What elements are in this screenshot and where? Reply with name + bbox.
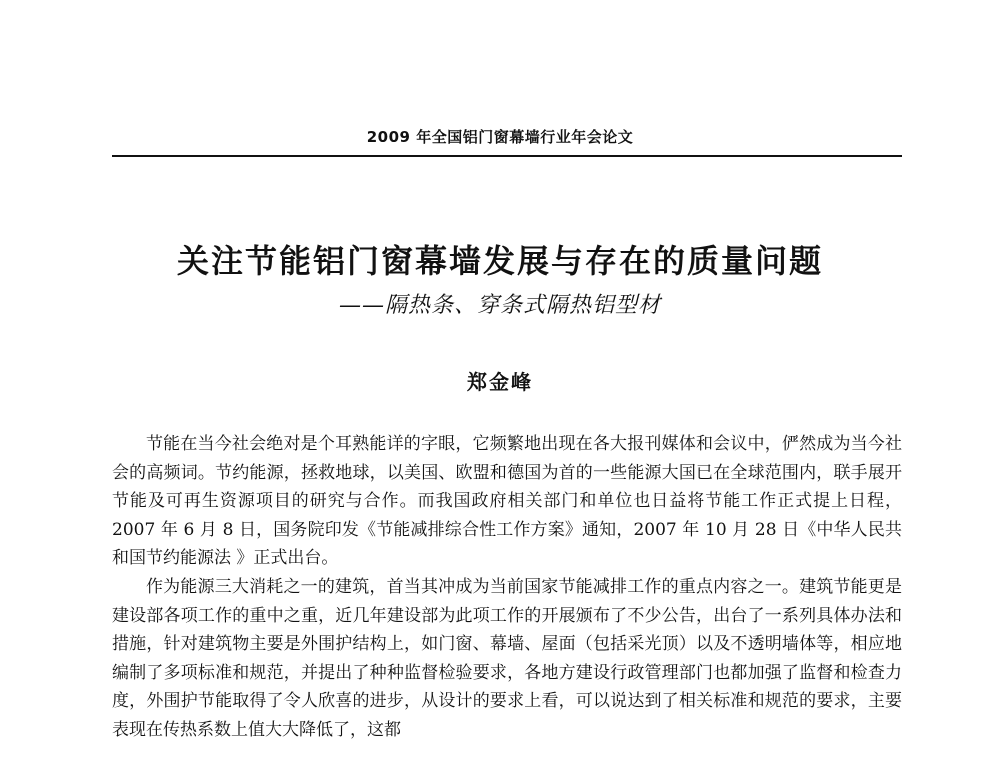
paper-subtitle: ——隔热条、穿条式隔热铝型材 bbox=[338, 293, 661, 318]
paragraph-2: 作为能源三大消耗之一的建筑，首当其冲成为当前国家节能减排工作的重点内容之一。建筑节能更是建设部各项工作的重中之重，近几年建设部为此项工作的开展颁布了不少公告，出台了一系列具体办法和措施，针对建筑物主要是外围护结构上，如门窗、幕墙、屋面（包括采光顶）以及不透明墙体等，相应地编制了多项标准和规范，并提出了种种监督检验要求，各地方建设行政管理部门也都加强了监督和检查力度，外围护节能取得了令人欣喜的进步，从设计的要求上看，可以说达到了相关标准和规范的要求，主要表现在传热系数上值大大降低了，这都 bbox=[112, 576, 902, 740]
running-header: 2009 年全国铝门窗幕墙行业年会论文 bbox=[366, 128, 634, 146]
header-divider bbox=[112, 155, 902, 157]
author-name: 郑金峰 bbox=[467, 370, 533, 394]
article-body bbox=[112, 430, 902, 745]
paper-title: 关注节能铝门窗幕墙发展与存在的质量问题 bbox=[176, 242, 823, 280]
paragraph-1: 节能在当今社会绝对是个耳熟能详的字眼，它频繁地出现在各大报刊媒体和会议中，俨然成为当今社会的高频词。节约能源，拯救地球，以美国、欧盟和德国为首的一些能源大国已在全球范围内，联手展开节能及可再生资源项目的研究与合作。而我国政府相关部门和单位也日益将节能工作正式提上日程，2007 年 6 月 8 日，国务院印发《节能减排综合性工作方案》通知，2007 年 10 月 28 日《中华人民共和国节约能源法 》正式出台。 bbox=[112, 434, 902, 569]
